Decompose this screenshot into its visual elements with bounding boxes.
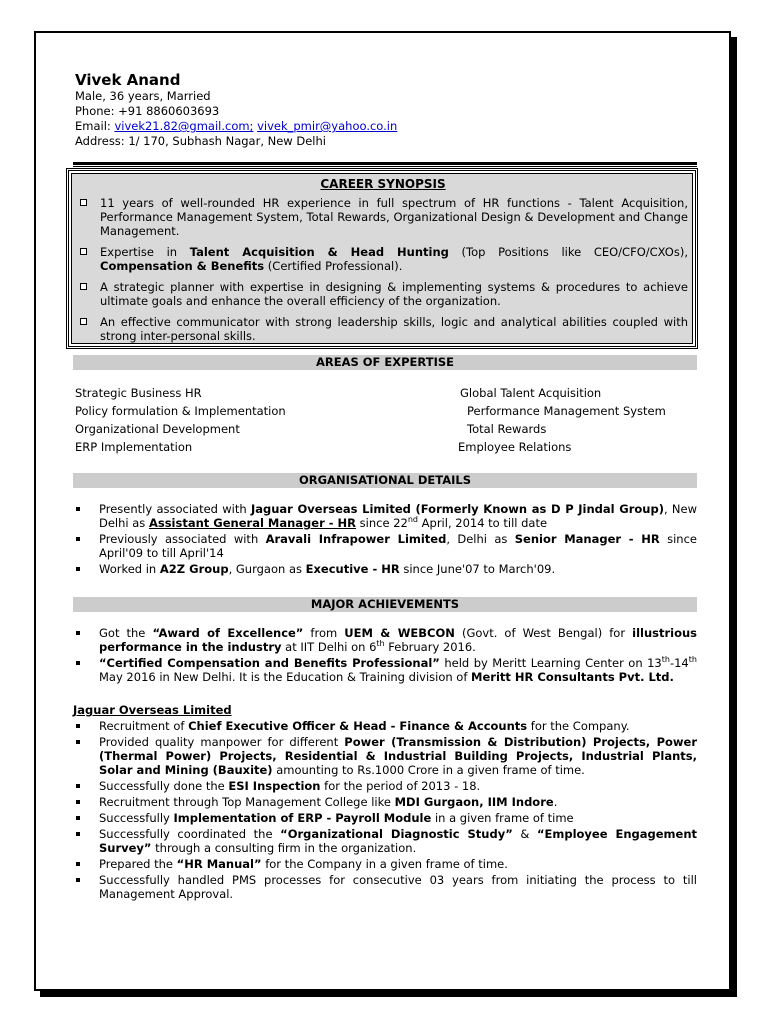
synopsis-item: An effective communicator with strong leadership skills, logic and analytical abilities coupled with strong inter-personal skills.	[78, 315, 688, 343]
square-bullet-icon	[76, 661, 80, 665]
expertise-item: Employee Relations	[458, 440, 572, 454]
square-bullet-icon	[76, 816, 80, 820]
organisational-details-heading: ORGANISATIONAL DETAILS	[73, 473, 697, 488]
career-synopsis-title: CAREER SYNOPSIS	[320, 177, 446, 191]
square-bullet-icon	[76, 537, 80, 541]
list-item: Recruitment of Chief Executive Officer & Head - Finance & Accounts for the Company.	[73, 719, 697, 733]
expertise-item: Policy formulation & Implementation	[75, 404, 286, 418]
synopsis-item: Expertise in Talent Acquisition & Head Hunting (Top Positions like CEO/CFO/CXOs), Compensation & Benefits (Certified Professional).	[78, 245, 688, 273]
square-bullet-icon	[76, 567, 80, 571]
personal-details: Male, 36 years, Married	[75, 89, 211, 103]
expertise-item: Organizational Development	[75, 422, 240, 436]
email-link-yahoo[interactable]: vivek_pmir@yahoo.co.in	[257, 119, 398, 133]
expertise-item: ERP Implementation	[75, 440, 193, 454]
square-bullet-icon	[76, 784, 80, 788]
expertise-left-column	[75, 384, 286, 456]
organisational-details-list	[73, 502, 697, 578]
email-label: Email:	[75, 119, 115, 133]
career-synopsis-box	[66, 168, 698, 349]
list-item: Successfully coordinated the “Organizational Diagnostic Study” & “Employee Engagement Survey” through a consulting firm in the organization.	[73, 827, 697, 855]
square-bullet-icon	[76, 832, 80, 836]
jaguar-subheading: Jaguar Overseas Limited	[73, 703, 232, 717]
checkbox-bullet-icon	[80, 283, 87, 290]
expertise-item: Performance Management System	[467, 404, 666, 418]
address: Address: 1/ 170, Subhash Nagar, New Delhi	[75, 134, 326, 148]
header-divider-thick	[73, 162, 697, 165]
phone: Phone: +91 8860603693	[75, 104, 220, 118]
checkbox-bullet-icon	[80, 248, 87, 255]
expertise-right-column	[460, 384, 666, 456]
list-item: Successfully done the ESI Inspection for the period of 2013 - 18.	[73, 779, 697, 793]
major-achievements-heading: MAJOR ACHIEVEMENTS	[73, 597, 697, 612]
list-item: Previously associated with Aravali Infrapower Limited, Delhi as Senior Manager - HR since April'09 to till April'14	[73, 532, 697, 560]
list-item: Recruitment through Top Management College like MDI Gurgaon, IIM Indore.	[73, 795, 697, 809]
square-bullet-icon	[76, 740, 80, 744]
expertise-item: Global Talent Acquisition	[460, 386, 602, 400]
header	[75, 71, 695, 149]
list-item: Got the “Award of Excellence” from UEM & WEBCON (Govt. of West Bengal) for illustrious performance in the industry at IIT Delhi on 6th February 2016.	[73, 626, 697, 654]
list-item: Prepared the “HR Manual” for the Company in a given frame of time.	[73, 857, 697, 871]
list-item: “Certified Compensation and Benefits Professional” held by Meritt Learning Center on 13th-14th May 2016 in New Delhi. It is the Education & Training division of Meritt HR Consultants Pvt. Ltd.	[73, 656, 697, 684]
square-bullet-icon	[76, 631, 80, 635]
list-item: Successfully Implementation of ERP - Payroll Module in a given frame of time	[73, 811, 697, 825]
synopsis-item: 11 years of well-rounded HR experience in full spectrum of HR functions - Talent Acquisition, Performance Management System, Total Rewards, Organizational Design & Development and Change Management.	[78, 196, 688, 238]
expertise-item: Total Rewards	[467, 422, 547, 436]
square-bullet-icon	[76, 862, 80, 866]
major-achievements-list	[73, 626, 697, 686]
areas-of-expertise-heading: AREAS OF EXPERTISE	[73, 355, 697, 370]
candidate-name: Vivek Anand	[75, 71, 181, 89]
list-item: Successfully handled PMS processes for consecutive 03 years from initiating the process to till Management Approval.	[73, 873, 697, 901]
list-item: Worked in A2Z Group, Gurgaon as Executive - HR since June'07 to March'09.	[73, 562, 697, 576]
checkbox-bullet-icon	[80, 199, 87, 206]
jaguar-achievements-list	[73, 719, 697, 903]
email-line	[75, 119, 695, 134]
expertise-item: Strategic Business HR	[75, 386, 202, 400]
square-bullet-icon	[76, 800, 80, 804]
square-bullet-icon	[76, 724, 80, 728]
resume-page	[34, 31, 731, 991]
list-item: Presently associated with Jaguar Overseas Limited (Formerly Known as D P Jindal Group), New Delhi as Assistant General Manager - HR since 22nd April, 2014 to till date	[73, 502, 697, 530]
synopsis-item: A strategic planner with expertise in designing & implementing systems & procedures to achieve ultimate goals and enhance the overall efficiency of the organization.	[78, 280, 688, 308]
square-bullet-icon	[76, 507, 80, 511]
square-bullet-icon	[76, 878, 80, 882]
list-item: Provided quality manpower for different Power (Transmission & Distribution) Projects, Power (Thermal Power) Projects, Residential & Industrial Building Projects, Industrial Plants, Solar and Mining (Bauxite) amounting to Rs.1000 Crore in a given frame of time.	[73, 735, 697, 777]
checkbox-bullet-icon	[80, 318, 87, 325]
header-divider-thin	[73, 166, 697, 167]
email-link-gmail[interactable]: vivek21.82@gmail.com;	[114, 119, 254, 133]
